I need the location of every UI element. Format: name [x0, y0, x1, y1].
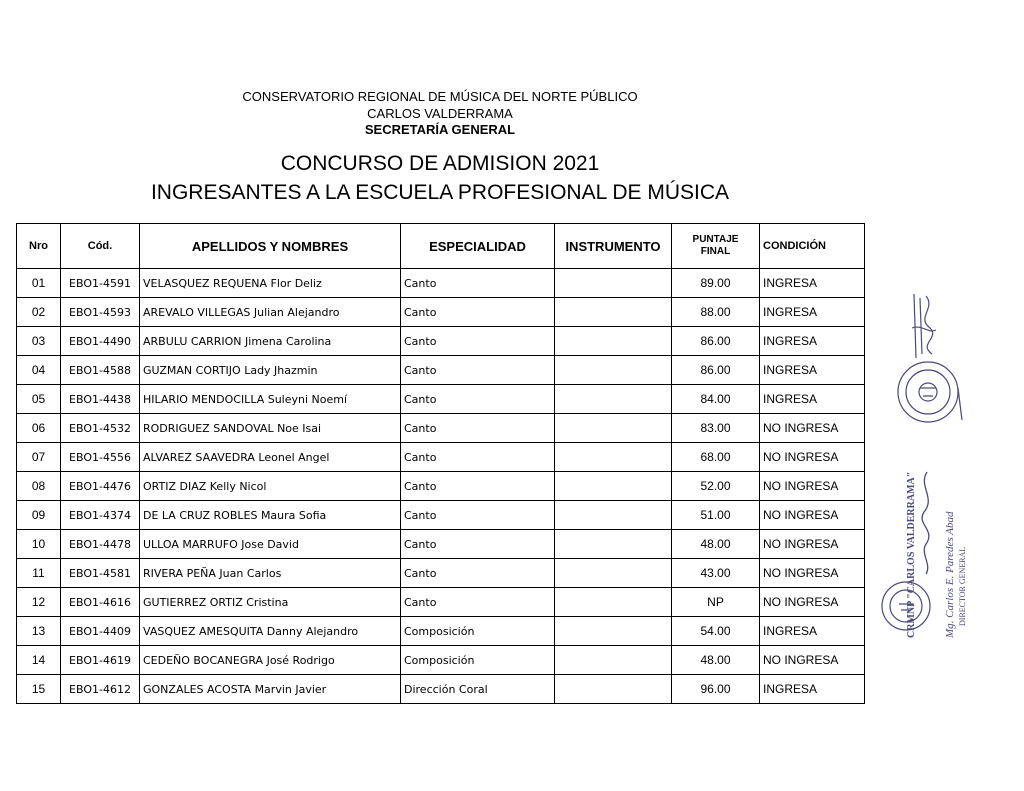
table-row	[17, 588, 865, 617]
row-nro: 02	[17, 298, 61, 327]
row-instrumento	[555, 356, 672, 385]
row-nro: 08	[17, 472, 61, 501]
row-nro: 15	[17, 675, 61, 704]
row-instrumento	[555, 675, 672, 704]
row-instrumento	[555, 501, 672, 530]
row-nombre: GUTIERREZ ORTIZ Cristina	[140, 588, 401, 617]
row-instrumento	[555, 327, 672, 356]
row-nro: 05	[17, 385, 61, 414]
document-subtitle: INGRESANTES A LA ESCUELA PROFESIONAL DE MÚSICA	[150, 181, 730, 204]
row-puntaje: 48.00	[672, 646, 760, 675]
row-puntaje: 54.00	[672, 617, 760, 646]
table-row	[17, 646, 865, 675]
row-cod: EBO1-4532	[61, 414, 140, 443]
stamp-director-name: Mg. Carlos E. Paredes Abad	[944, 511, 956, 638]
row-instrumento	[555, 385, 672, 414]
row-condicion: INGRESA	[760, 327, 865, 356]
row-condicion: INGRESA	[760, 675, 865, 704]
table-row	[17, 501, 865, 530]
row-nro: 03	[17, 327, 61, 356]
row-nro: 11	[17, 559, 61, 588]
table-row	[17, 298, 865, 327]
row-condicion: NO INGRESA	[760, 414, 865, 443]
row-cod: EBO1-4591	[61, 269, 140, 298]
row-nro: 12	[17, 588, 61, 617]
department-name: SECRETARÍA GENERAL	[364, 122, 516, 137]
row-cod: EBO1-4490	[61, 327, 140, 356]
results-table	[16, 223, 865, 704]
institution-name: CONSERVATORIO REGIONAL DE MÚSICA DEL NORTE PÚBLICO	[242, 89, 638, 104]
row-especialidad: Canto	[401, 530, 555, 559]
row-instrumento	[555, 646, 672, 675]
row-nombre: VASQUEZ AMESQUITA Danny Alejandro	[140, 617, 401, 646]
row-nro: 01	[17, 269, 61, 298]
col-puntaje-line1: PUNTAJE	[692, 234, 739, 245]
row-puntaje: 88.00	[672, 298, 760, 327]
row-instrumento	[555, 530, 672, 559]
stamp-institution-text: CRMNP "CARLOS VALDERRAMA"	[906, 471, 917, 638]
row-condicion: NO INGRESA	[760, 559, 865, 588]
row-especialidad: Canto	[401, 414, 555, 443]
row-nro: 06	[17, 414, 61, 443]
row-instrumento	[555, 443, 672, 472]
row-nro: 04	[17, 356, 61, 385]
row-especialidad: Dirección Coral	[401, 675, 555, 704]
row-condicion: NO INGRESA	[760, 646, 865, 675]
row-nombre: RODRIGUEZ SANDOVAL Noe Isai	[140, 414, 401, 443]
row-nro: 10	[17, 530, 61, 559]
col-nombres: APELLIDOS Y NOMBRES	[140, 224, 401, 269]
row-cod: EBO1-4581	[61, 559, 140, 588]
table-row	[17, 356, 865, 385]
row-nombre: ULLOA MARRUFO Jose David	[140, 530, 401, 559]
table-row	[17, 530, 865, 559]
row-nombre: CEDEÑO BOCANEGRA José Rodrigo	[140, 646, 401, 675]
table-row	[17, 559, 865, 588]
row-puntaje: 52.00	[672, 472, 760, 501]
row-cod: EBO1-4556	[61, 443, 140, 472]
row-puntaje: 89.00	[672, 269, 760, 298]
row-especialidad: Canto	[401, 298, 555, 327]
row-instrumento	[555, 414, 672, 443]
col-nro: Nro	[17, 224, 61, 269]
row-cod: EBO1-4374	[61, 501, 140, 530]
row-condicion: NO INGRESA	[760, 443, 865, 472]
row-puntaje: 48.00	[672, 530, 760, 559]
row-nombre: HILARIO MENDOCILLA Suleyni Noemí	[140, 385, 401, 414]
table-header-row	[17, 224, 865, 269]
row-puntaje: 84.00	[672, 385, 760, 414]
row-condicion: INGRESA	[760, 617, 865, 646]
table-row	[17, 414, 865, 443]
row-condicion: INGRESA	[760, 356, 865, 385]
row-condicion: INGRESA	[760, 385, 865, 414]
row-nombre: GONZALES ACOSTA Marvin Javier	[140, 675, 401, 704]
director-stamp-and-signature-icon	[880, 458, 970, 658]
row-nro: 07	[17, 443, 61, 472]
row-especialidad: Canto	[401, 385, 555, 414]
row-especialidad: Composición	[401, 646, 555, 675]
row-especialidad: Canto	[401, 443, 555, 472]
row-cod: EBO1-4478	[61, 530, 140, 559]
col-cod: Cód.	[61, 224, 140, 269]
row-especialidad: Composición	[401, 617, 555, 646]
row-nombre: VELASQUEZ REQUENA Flor Deliz	[140, 269, 401, 298]
table-row	[17, 385, 865, 414]
row-nro: 09	[17, 501, 61, 530]
row-condicion: NO INGRESA	[760, 588, 865, 617]
row-instrumento	[555, 559, 672, 588]
institution-subname: CARLOS VALDERRAMA	[367, 106, 513, 121]
row-cod: EBO1-4588	[61, 356, 140, 385]
row-instrumento	[555, 472, 672, 501]
row-condicion: NO INGRESA	[760, 501, 865, 530]
row-puntaje: 68.00	[672, 443, 760, 472]
row-puntaje: 51.00	[672, 501, 760, 530]
row-especialidad: Canto	[401, 269, 555, 298]
row-nro: 13	[17, 617, 61, 646]
row-especialidad: Canto	[401, 472, 555, 501]
table-row	[17, 472, 865, 501]
row-cod: EBO1-4476	[61, 472, 140, 501]
row-especialidad: Canto	[401, 327, 555, 356]
table-row	[17, 443, 865, 472]
row-nombre: ORTIZ DIAZ Kelly Nicol	[140, 472, 401, 501]
row-puntaje: 83.00	[672, 414, 760, 443]
row-condicion: INGRESA	[760, 298, 865, 327]
row-instrumento	[555, 617, 672, 646]
row-cod: EBO1-4438	[61, 385, 140, 414]
row-nombre: GUZMAN CORTIJO Lady Jhazmin	[140, 356, 401, 385]
row-condicion: INGRESA	[760, 269, 865, 298]
row-instrumento	[555, 588, 672, 617]
row-nombre: DE LA CRUZ ROBLES Maura Sofia	[140, 501, 401, 530]
row-cod: EBO1-4616	[61, 588, 140, 617]
row-nro: 14	[17, 646, 61, 675]
row-instrumento	[555, 269, 672, 298]
col-condicion: CONDICIÓN	[760, 224, 865, 269]
col-puntaje	[672, 224, 760, 269]
row-puntaje: NP	[672, 588, 760, 617]
row-nombre: ARBULU CARRION Jimena Carolina	[140, 327, 401, 356]
document-title: CONCURSO DE ADMISION 2021	[280, 152, 600, 175]
row-instrumento	[555, 298, 672, 327]
table-row	[17, 269, 865, 298]
official-seal-and-signature-icon	[876, 288, 976, 428]
table-row	[17, 617, 865, 646]
row-cod: EBO1-4612	[61, 675, 140, 704]
col-especialidad: ESPECIALIDAD	[401, 224, 555, 269]
stamp-director-title: DIRECTOR GENERAL	[958, 546, 967, 626]
row-condicion: NO INGRESA	[760, 472, 865, 501]
col-puntaje-line2: FINAL	[700, 246, 731, 257]
row-nombre: RIVERA PEÑA Juan Carlos	[140, 559, 401, 588]
row-cod: EBO1-4593	[61, 298, 140, 327]
signature-icon	[914, 468, 940, 578]
row-especialidad: Canto	[401, 356, 555, 385]
row-condicion: NO INGRESA	[760, 530, 865, 559]
row-cod: EBO1-4409	[61, 617, 140, 646]
col-instrumento: INSTRUMENTO	[555, 224, 672, 269]
row-puntaje: 86.00	[672, 356, 760, 385]
row-cod: EBO1-4619	[61, 646, 140, 675]
row-nombre: AREVALO VILLEGAS Julian Alejandro	[140, 298, 401, 327]
row-puntaje: 43.00	[672, 559, 760, 588]
row-especialidad: Canto	[401, 559, 555, 588]
row-puntaje: 96.00	[672, 675, 760, 704]
row-especialidad: Canto	[401, 588, 555, 617]
row-especialidad: Canto	[401, 501, 555, 530]
row-puntaje: 86.00	[672, 327, 760, 356]
table-row	[17, 675, 865, 704]
row-nombre: ALVAREZ SAAVEDRA Leonel Angel	[140, 443, 401, 472]
table-row	[17, 327, 865, 356]
